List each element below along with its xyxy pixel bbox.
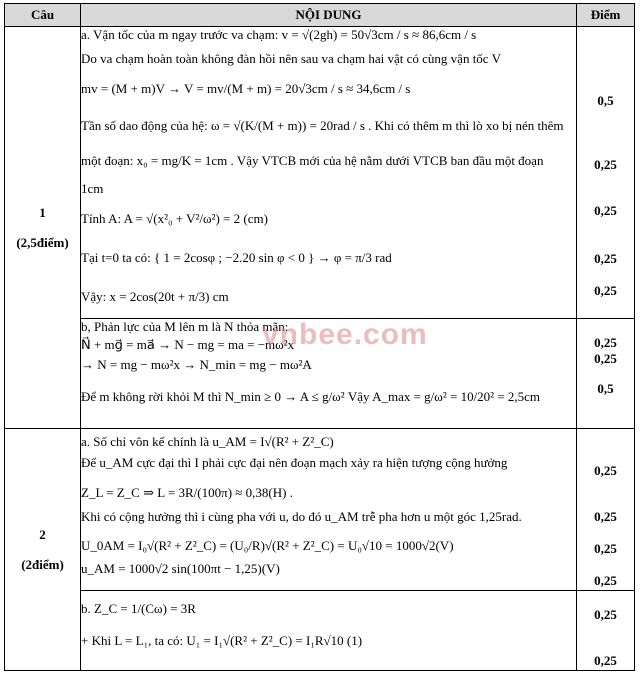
header-content: NỘI DUNG — [81, 4, 577, 27]
q1b-point-3: 0,5 — [597, 381, 614, 396]
q1-weight: (2,5điểm) — [16, 234, 69, 250]
q1a-line-8: Tại t=0 ta có: { 1 = 2cosφ ; −2.20 sin φ < 0 } → φ = π/3 rad — [81, 250, 392, 265]
q1-label-cell — [5, 27, 81, 429]
watermark-logo: vnbee.com — [262, 318, 428, 351]
q2-number: 2 — [39, 526, 46, 542]
header-row — [5, 4, 635, 27]
q1a-line-1: a. Vận tốc của m ngay trước va chạm: v = √(2gh) = 50√3cm / s ≈ 86,6cm / s — [81, 27, 477, 42]
q1b-line-4: Để m không rời khỏi M thì N_min ≥ 0 → A ≤ g/ω² Vậy A_max = g/ω² = 10/20² = 2,5cm — [81, 389, 541, 404]
q1a-point-1: 0,5 — [597, 93, 614, 108]
q2a-point-4: 0,25 — [594, 573, 617, 588]
q2a-line-2: Để u_AM cực đại thì I phải cực đại nên đoạn mạch xảy ra hiện tượng cộng hưởng — [81, 455, 508, 470]
q1a-point-2: 0,25 — [594, 157, 617, 172]
q1a-line-2: Do va chạm hoàn toàn không đàn hồi nên sau va chạm hai vật có cùng vận tốc V — [81, 51, 501, 66]
q1a-line-3: mv = (M + m)V → V = mv/(M + m) = 20√3cm / s ≈ 34,6cm / s — [81, 81, 411, 96]
header-points: Điểm — [577, 4, 635, 27]
q1-part-a-row — [5, 27, 635, 319]
q1a-point-3: 0,25 — [594, 203, 617, 218]
q1b-line-1: b, Phản lực của M lên m là N thỏa mãn: — [81, 319, 289, 334]
q1a-point-4: 0,25 — [594, 251, 617, 266]
q2a-point-3: 0,25 — [594, 541, 617, 556]
q2a-point-2: 0,25 — [594, 509, 617, 524]
q2-part-b-content — [81, 591, 577, 671]
q1-part-a-content — [81, 27, 577, 319]
q2-part-b-row — [5, 591, 635, 671]
q1a-line-6: 1cm — [81, 181, 104, 196]
q1-part-b-content — [81, 319, 577, 429]
q1-number: 1 — [39, 204, 46, 220]
q2a-line-6: u_AM = 1000√2 sin(100πt − 1,25)(V) — [81, 561, 280, 576]
q1a-line-9: Vậy: x = 2cos(20t + π/3) cm — [81, 289, 229, 304]
q2b-line-2: + Khi L = L₁, ta có: U₁ = I₁√(R² + Z²_C) = I₁R√10 (1) — [81, 633, 363, 648]
q2a-line-1: a. Số chỉ vôn kế chính là u_AM = I√(R² + Z²_C) — [81, 434, 334, 449]
q2-weight: (2điểm) — [21, 556, 64, 572]
q2a-line-5: U_0AM = I₀√(R² + Z²_C) = (U₀/R)√(R² + Z²_C) = U₀√10 = 1000√2(V) — [81, 538, 454, 553]
q2-label-cell — [5, 429, 81, 671]
q1a-line-4: Tần số dao động của hệ: ω = √(K/(M + m)) = 20rad / s . Khi có thêm m thì lò xo bị nén thêm — [81, 118, 564, 133]
q2-part-b-points — [577, 591, 635, 671]
q1-part-b-row — [5, 319, 635, 429]
q2a-line-4: Khi có cộng hưởng thì i cùng pha với u, do đó u_AM trễ pha hơn u một góc 1,25rad. — [81, 509, 522, 524]
q1-part-b-points — [577, 319, 635, 429]
q1b-point-1: 0,25 — [594, 335, 617, 350]
q1b-point-2: 0,25 — [594, 351, 617, 366]
q1b-line-3: → N = mg − mω²x → N_min = mg − mω²A — [81, 357, 312, 372]
q1a-line-5: một đoạn: x₀ = mg/K = 1cm . Vậy VTCB mới của hệ nằm dưới VTCB ban đầu một đoạn — [81, 153, 544, 168]
q2b-point-1: 0,25 — [594, 607, 617, 622]
q2a-line-3: Z_L = Z_C ⇒ L = 3R/(100π) ≈ 0,38(H) . — [81, 485, 293, 500]
q2-part-a-points — [577, 429, 635, 591]
q2a-point-1: 0,25 — [594, 463, 617, 478]
q1b-line-2: N⃗ + mg⃗ = ma⃗ → N − mg = ma = −mω²x — [81, 337, 295, 352]
q1-part-a-points — [577, 27, 635, 319]
header-question: Câu — [5, 4, 81, 27]
q2b-point-2: 0,25 — [594, 653, 617, 668]
grading-table — [4, 3, 635, 671]
q2b-line-1: b. Z_C = 1/(Cω) = 3R — [81, 601, 196, 616]
q2-part-a-content — [81, 429, 577, 591]
q2-part-a-row — [5, 429, 635, 591]
q1a-point-5: 0,25 — [594, 283, 617, 298]
q1a-line-7: Tính A: A = √(x²₀ + V²/ω²) = 2 (cm) — [81, 211, 268, 226]
